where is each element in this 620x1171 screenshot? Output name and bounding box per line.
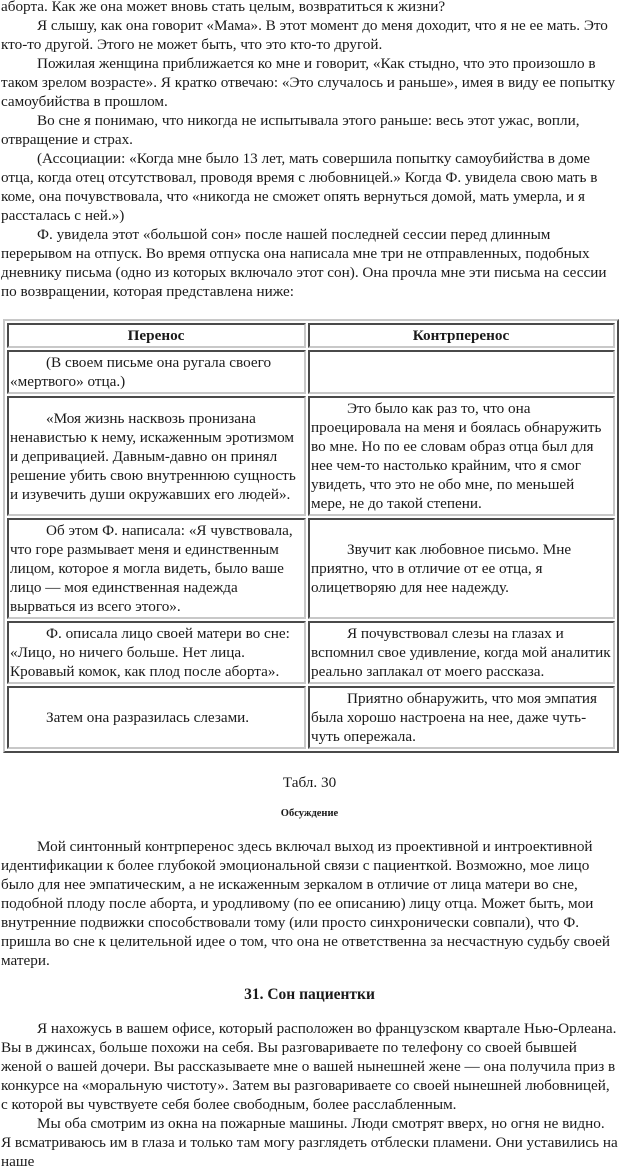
cell-text: Ф. описала лицо своей матери во сне: «Лицо, но ничего больше. Нет лица. Кровавый комок, как плод после аборта».	[10, 625, 290, 680]
discussion-paragraph: Мой синтонный контрперенос здесь включал выход из проективной и интроективной идентификации к более глубокой эмоциональной связи с пациенткой. Возможно, мое лицо было для нее эмпатическим, а не искаженным зеркалом в отличие от лица матери во сне, подобной плоду после аборта, и уродливому (по ее описанию) лицу отца. Может быть, мои внутренние подвижки способствовали тому (или просто синхронически совпали), что Ф. пришла во сне к целительной идее о том, что она не ответственна за несчастную судьбу своей матери.	[1, 838, 611, 969]
countertransfer-cell	[308, 686, 615, 749]
countertransfer-cell	[308, 350, 615, 394]
table-header-row	[7, 323, 615, 348]
table-row	[7, 396, 615, 516]
countertransfer-cell	[308, 518, 615, 619]
cell-text: «Моя жизнь насквозь пронизана ненавистью к нему, искаженным эротизмом и депривацией. Давным-давно он принял решение убить свою внутреннюю сущность и изувечить души окружавших его людей».	[10, 409, 296, 503]
transfer-cell	[7, 396, 306, 516]
transfer-cell	[7, 686, 306, 749]
paragraph: Ф. увидела этот «большой сон» после нашей последней сессии перед длинным перерывом на отпуск. Во время отпуска она написала мне три не отправленных, подобных дневнику письма (одно из которых включало этот сон). Она прочла мне эти письма на сессии по возвращении, которая представлена ниже:	[1, 226, 607, 300]
table-row	[7, 350, 615, 394]
cell-text	[311, 363, 611, 382]
countertransfer-cell	[308, 621, 615, 684]
discussion-heading: Обсуждение	[280, 808, 339, 819]
cell-text: Это было как раз то, что она проецировала на меня и боялась обнаружить во мне. Но по ее словам образ отца был для нее чем-то настолько крайним, что я смог увидеть, что это не обо мне, по меньшей мере, не до такой степени.	[311, 400, 602, 512]
dream-text	[1, 1019, 618, 1171]
transfer-cell	[7, 621, 306, 684]
cell-text: Я почувствовал слезы на глазах и вспомнил свое удивление, когда мой аналитик реально заплакал от моего рассказа.	[311, 625, 611, 680]
transfer-cell	[7, 350, 306, 394]
paragraph: Во сне я понимаю, что никогда не испытывала этого раньше: весь этот ужас, вопли, отвращение и страх.	[1, 112, 580, 148]
intro-text	[1, 0, 618, 301]
paragraph: Пожилая женщина приближается ко мне и говорит, «Как стыдно, что это произошло в таком зрелом возрасте». Я кратко отвечаю: «Это случалось и раньше», имея в виду ее попытку самоубийства в прошлом.	[1, 55, 616, 110]
transfer-cell	[7, 518, 306, 619]
paragraph: Мы оба смотрим из окна на пожарные машины. Люди смотрят вверх, но огня не видно. Я всматриваюсь им в глаза и только там могу разглядеть отблески пламени. Они уставились на наше	[1, 1115, 618, 1170]
paragraph: Я слышу, как она говорит «Мама». В этот момент до меня доходит, что я не ее мать. Это кто-то другой. Этого не может быть, что это кто-то другой.	[1, 17, 608, 53]
cell-text: (В своем письме она ругала своего «мертвого» отца.)	[10, 354, 272, 390]
cell-text: Об этом Ф. написала: «Я чувствовала, что горе размывает меня и единственным лицом, которое я могла видеть, было ваше лицо — моя единственная надежда вырваться из всего этого».	[10, 522, 293, 615]
cell-text: Звучит как любовное письмо. Мне приятно, что в отличие от ее отца, я олицетворяю для нее надежду.	[311, 541, 572, 596]
column-header-countertransfer: Контрперенос	[308, 323, 615, 348]
paragraph: (Ассоциации: «Когда мне было 13 лет, мать совершила попытку самоубийства в доме отца, когда отец отсутствовал, проводя время с любовницей.» Когда Ф. увидела свою мать в коме, она почувствовала, что «никогда не сможет опять вернуться домой, мать умерла, и я рассталась с ней.»)	[1, 150, 598, 224]
paragraph: Я нахожусь в вашем офисе, который расположен во французском квартале Нью-Орлеана. Вы в джинсах, больше похожи на себя. Вы разговариваете по телефону со своей бывшей женой о вашей дочери. Вы рассказываете мне о вашей нынешней жене — она получила приз в конкурсе на «моральную чистоту». Затем вы разговариваете со своей нынешней любовницей, с которой вы чувствуете себя более свободным, более расслабленным.	[1, 1020, 617, 1113]
section-title: 31. Сон пациентки	[244, 986, 375, 1003]
paragraph: аборта. Как же она может вновь стать целым, возвратиться к жизни?	[1, 0, 446, 15]
table-row	[7, 621, 615, 684]
table-row	[7, 518, 615, 619]
cell-text: Затем она разразилась слезами.	[46, 709, 250, 726]
countertransfer-cell	[308, 396, 615, 516]
transfer-countertransfer-table	[3, 319, 619, 753]
cell-text: Приятно обнаружить, что моя эмпатия была хорошо настроена на нее, даже чуть-чуть опережала.	[311, 690, 597, 745]
table-caption: Табл. 30	[282, 774, 337, 791]
table-row	[7, 686, 615, 749]
column-header-transfer: Перенос	[7, 323, 306, 348]
